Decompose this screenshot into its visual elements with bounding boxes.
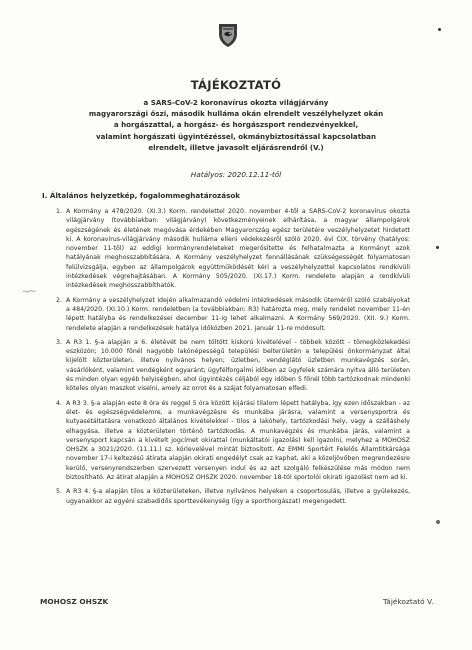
item-text: A Kormány a veszélyhelyzet idején alkalmazandó védelmi intézkedések második üteméről szóló szabályokat a 484/2020. (XI.10.) Korm. rendeletben (a továbbiakban: R3) határozta meg, mely rendelet november 11-én lépett hatályba és rendelkezései december 11-ig lehet alkalmazni. A Kormány 569/2020. (XII. 9.) Korm. rendelete alapján a rendelkezések hatálya időközben 2021. január 11-re módosult. (66, 296, 410, 332)
item-text: A R3 1. §-a alapján a 6. életévét be nem töltött kiskorú kivételével - többek között - tömegközlekedési eszközön; 10.000 főnél nagyobb lakónépességű települési belterületén a települési önkormányzat által kijelölt közterületen, illetve nyilvános helyen; üzletben, vendéglátó üzletben munkavégzés során, vásárlóként, valamint vendégként egyaránt; ügyfélforgalmi időben az ügyfelek számára nyitva álló területen és minden olyan egyéb helyiségben, ahol ügyintézés céljából egy időben 5 főnél több tartózkodnak mindenki köteles olyan maszkot viselni, amely az orrot és a szájat folyamatosan elfedi. (66, 338, 410, 393)
item-number: 5. (56, 488, 62, 496)
list-item (56, 296, 410, 333)
item-text: A R3 3. §-a alapján este 8 óra és reggel 5 óra között kijárási tilalom lépett hatályba, így ezen időszakban - az élet- és egészségvédelemre, a munkavégzésre és munkába járásra, valamint a versenysportra és kutyasétáltatásra vonatkozó általános kivételekkel - tilos a lakóhely, tartózkodási hely, vagy a szálláshely elhagyása, illetve a közterületen történő tartózkodás. A munkavégzés és munkába járás, valamint a versenysport kapcsán a kivételt jogcímet okirattal (munkáltatói igazolás) kell igazolni, melyhez a MOHOSZ OHSZK a 3021/2020. (11.11.) sz. körlevelével mintát biztosított. Az EMMI Sportért Felelős Államtitkársága november 17-i keltezésű átirata alapján okirati engedélyt csak az kaphat, aki a közeljövőben megrendezésre kerülő, versenyrendszerben szervezett versenyen indul és az azt szolgáló felkészülése más módon nem biztosítható. Az átirat alapján a MOHOSZ OHSZK 2020. november 18-tól sportolói okirati igazolást nem ad ki. (66, 399, 410, 482)
subtitle-line: a horgászattal, a horgász- és horgászsport rendezvényekkel, (113, 120, 359, 130)
document-title: TÁJÉKOZTATÓ (190, 78, 282, 92)
footer-organization: MOHOSZ OHSZK (40, 597, 109, 606)
subtitle-line: elrendelt, illetve javasolt eljárásrendről (V.) (148, 142, 324, 152)
fishing-federation-crest-icon (216, 22, 240, 48)
scan-speck (436, 246, 439, 249)
list-item (56, 487, 410, 506)
footer-document-label: Tájékoztató V. (383, 597, 434, 606)
item-number: 1. (56, 208, 62, 215)
scan-speck (438, 28, 441, 31)
subtitle-line: magyarországi őszi, második hulláma okán elrendelt veszélyhelyzet okán (88, 109, 384, 119)
item-text: A R3 4. §-a alapján tilos a közterületeken, illetve nyilvános helyeken a csoportosulás, illetve a gyülekezés, ugyanakkor az egyéni szabadidős sporttevékenység (így a sporthorgászat) megengedett. (66, 488, 410, 505)
punch-hole-mark (436, 520, 440, 524)
item-text: A Kormány a 478/2020. (XI.3.) Korm. rendelettel 2020. november 4-től a SARS-CoV-2 koronavírus okozta világjárvány (továbbiakban: világjárvány) következményeinek elhárítása, a magyar állampolgárok egészségének és életének megóvása érdekében Magyarország egész területére veszélyhelyzetet hirdetett ki. A koronavírus-világjárvány második hulláma elleni védekezésről szóló 2020. évi CIX. törvény (hatályos: november 11-től) az eddigi kormányrendeleteket megerősítette és felhatalmazta a Kormányt azok hatályának meghosszabbítására. A Kormány veszélyhelyzet fennállásának szükségességét folyamatosan felülvizsgálja, egyben az állampolgárok együttműködését kéri a veszélyhelyzettel kapcsolatos rendkívüli intézkedések végrehajtásában. A Kormány 505/2020. (XI.17.) Korm. rendelete alapján a rendkívüli intézkedések meghosszabbíthatók. (66, 208, 410, 290)
item-number: 4. (56, 399, 62, 407)
effective-date: Hatályos: 2020.12.11-től (190, 170, 282, 179)
list-item (56, 338, 410, 394)
subtitle-line: a SARS-CoV-2 koronavírus okozta világjárvány (143, 98, 329, 107)
item-number: 2. (56, 296, 62, 304)
subtitle-line: valamint horgászati ügyintézéssel, okmánybiztosítással kapcsolatban (95, 131, 377, 141)
scan-smudge (22, 288, 36, 296)
document-subtitle (60, 97, 412, 153)
list-item (56, 207, 410, 291)
numbered-list (56, 207, 410, 511)
section-heading: I. Általános helyzetkép, fogalommeghatározások (42, 191, 241, 200)
item-number: 3. (56, 338, 62, 346)
list-item (56, 399, 410, 483)
